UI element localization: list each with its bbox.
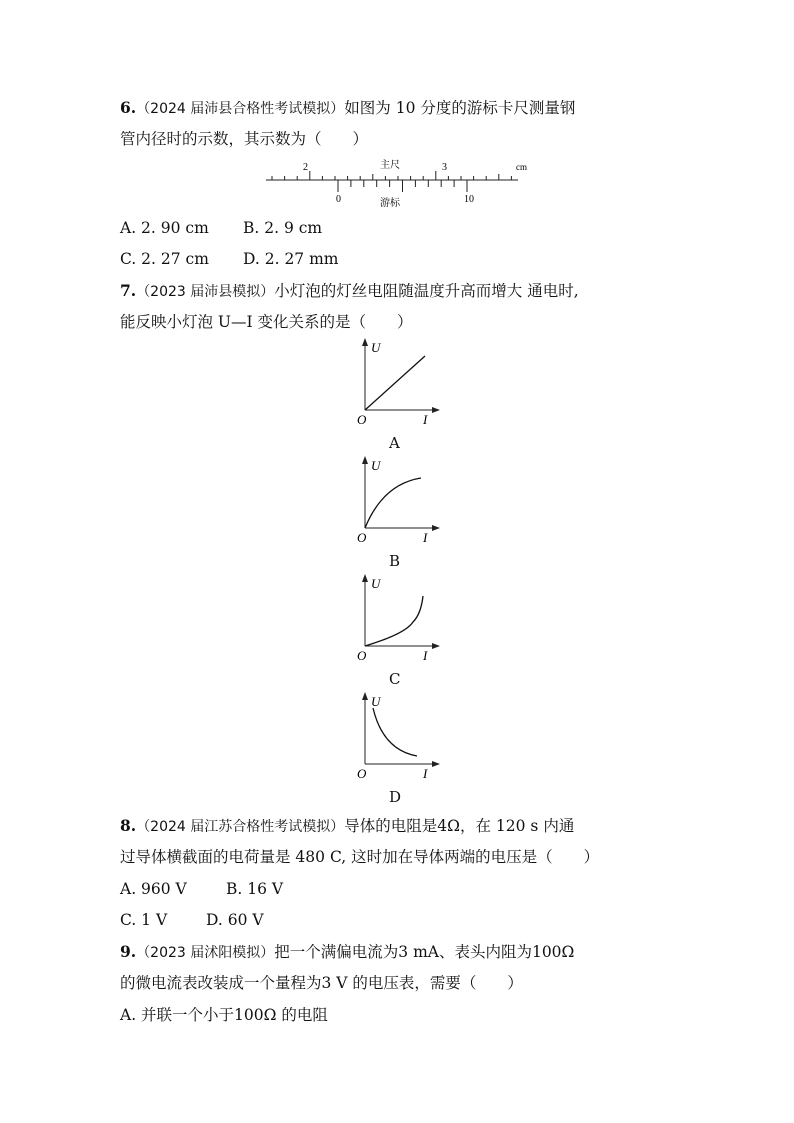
q8-option-d: D. 60 V [206, 911, 264, 929]
q7-line-2 [120, 312, 413, 332]
graph-d-label: D [389, 788, 402, 806]
q9-source: （2023 届沭阳模拟） [136, 945, 275, 961]
main-scale-3: 3 [442, 162, 447, 173]
q6-option-d: D. 2. 27 mm [243, 250, 339, 268]
q8-option-b: B. 16 V [226, 880, 284, 898]
vernier-label: 游标 [380, 198, 400, 209]
graph-c-origin: O [357, 648, 367, 663]
q6-option-a: A. 2. 90 cm [120, 219, 209, 237]
q9-text-2: 的微电流表改装成一个量程为3 V 的电压表，需要（ ） [120, 974, 523, 992]
graph-d-axis-u: U [371, 694, 381, 709]
graph-b-axis-i: I [423, 530, 428, 545]
graph-b-origin: O [357, 530, 367, 545]
q7-text-1: 小灯泡的灯丝电阻随温度升高而增大 通电时, [274, 282, 579, 300]
vernier-caliper-figure [262, 156, 537, 212]
q6-source: （2024 届沛县合格性考试模拟） [136, 101, 345, 117]
graph-b [345, 454, 455, 546]
graph-a-axis-u: U [371, 340, 381, 355]
graph-a-axis-i: I [423, 412, 428, 427]
q8-text-2: 过导体横截面的电荷量是 480 C, 这时加在导体两端的电压是（ ） [120, 848, 600, 866]
q6-text-2: 管内径时的示数，其示数为（ ） [120, 130, 369, 148]
graph-a-label: A [389, 434, 400, 452]
graph-b-axis-u: U [371, 458, 381, 473]
graph-d-axis-i: I [423, 766, 428, 781]
q6-line-1 [120, 98, 575, 119]
q7-text-2: 能反映小灯泡 U—I 变化关系的是（ ） [120, 313, 413, 331]
graph-c-axis-i: I [423, 648, 428, 663]
q6-line-2 [120, 129, 368, 149]
q9-text-1: 把一个满偏电流为3 mA、表头内阻为100Ω [274, 943, 575, 961]
graph-d [345, 690, 455, 782]
q8-text-1: 导体的电阻是4Ω，在 120 s 内通 [344, 817, 575, 835]
unit-cm: cm [516, 162, 527, 172]
main-scale-2: 2 [303, 162, 308, 173]
q8-option-c: C. 1 V [120, 911, 168, 929]
q9-option-a: A. 并联一个小于100Ω 的电阻 [120, 1006, 328, 1024]
graph-d-origin: O [357, 766, 367, 781]
q6-option-c: C. 2. 27 cm [120, 250, 209, 268]
main-scale-label: 主尺 [380, 160, 400, 171]
q7-source: （2023 届沛县模拟） [136, 284, 275, 300]
q6-text-1: 如图为 10 分度的游标卡尺测量钢 [344, 99, 576, 117]
q6-number: 6. [120, 98, 137, 117]
vernier-10: 10 [464, 194, 474, 205]
q7-line-1 [120, 281, 579, 302]
graph-a [345, 336, 455, 428]
q8-line-2 [120, 847, 599, 867]
q6-option-b: B. 2. 9 cm [243, 219, 323, 237]
graph-a-origin: O [357, 412, 367, 427]
q8-option-a: A. 960 V [120, 880, 187, 898]
q9-number: 9. [120, 942, 137, 961]
q9-line-1 [120, 942, 574, 963]
q8-source: （2024 届江苏合格性考试模拟） [136, 819, 345, 835]
graph-c-label: C [389, 670, 401, 688]
q8-number: 8. [120, 816, 137, 835]
graph-c-axis-u: U [371, 576, 381, 591]
vernier-0: 0 [336, 194, 341, 205]
q7-number: 7. [120, 281, 137, 300]
graph-c [345, 572, 455, 664]
graph-b-label: B [389, 552, 401, 570]
q9-line-2 [120, 973, 523, 993]
q8-line-1 [120, 816, 574, 837]
